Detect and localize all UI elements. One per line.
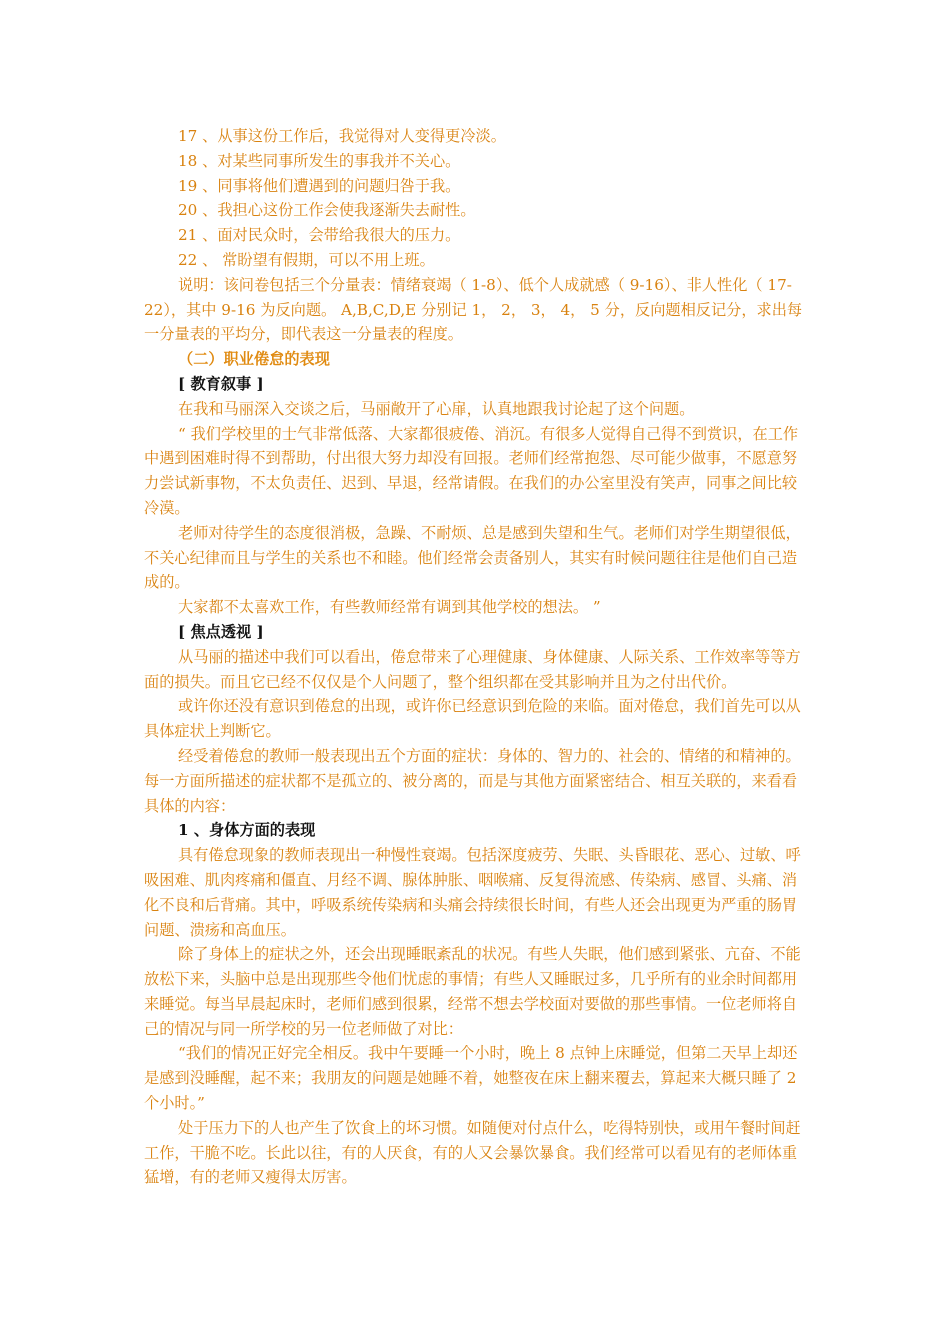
narrative-label: [ 教育叙事 ] (178, 374, 264, 393)
narrative-paragraph: 老师对待学生的态度很消极，急躁、不耐烦、总是感到失望和生气。老师们对学生期望很低，不关心纪律而且与学生的关系也不和睦。他们经常会责备别人，其实有时候问题往往是他们自己造成的。 (144, 523, 801, 592)
narrative-paragraph: “ 我们学校里的士气非常低落、大家都很疲倦、消沉。有很多人觉得自己得不到赏识，在工作中遇到困难时得不到帮助，付出很大努力却没有回报。老师们经常抱怨、尽可能少做事，不愿意努力尝试新事物，不太负责任、迟到、早退，经常请假。在我们的办公室里没有笑声，同事之间比较冷漠。 (144, 424, 799, 517)
scoring-note: 说明：该问卷包括三个分量表：情绪衰竭（ 1-8）、低个人成就感（ 9-16）、非人性化（ 17-22），其中 9-16 为反向题。 A,B,C,D,E 分别记 1， 2， 3， 4， 5 分，反向题相反记分，求出每一分量表的平均分，即代表这一分量表的程度。 (144, 275, 803, 344)
questionnaire-item-22: 22 、 常盼望有假期，可以不用上班。 (178, 250, 435, 269)
narrative-paragraph: 大家都不太喜欢工作，有些教师经常有调到其他学校的想法。 ” (178, 598, 601, 617)
body-paragraph: “我们的情况正好完全相反。我中午要睡一个小时，晚上 8 点钟上床睡觉，但第二天早上却还是感到没睡醒，起不来；我朋友的问题是她睡不着，她整夜在床上翻来覆去，算起来大概只睡了 2 个小时。” (144, 1044, 798, 1113)
narrative-paragraph: 在我和马丽深入交谈之后，马丽敞开了心扉，认真地跟我讨论起了这个问题。 (178, 399, 695, 418)
focus-label: [ 焦点透视 ] (178, 622, 264, 641)
body-paragraph: 具有倦怠现象的教师表现出一种慢性衰竭。包括深度疲劳、失眠、头昏眼花、恶心、过敏、呼吸困难、肌肉疼痛和僵直、月经不调、腺体肿胀、咽喉痛、反复得流感、传染病、感冒、头痛、消化不良和后背痛。其中，呼吸系统传染病和头痛会持续很长时间，有些人还会出现更为严重的肠胃问题、溃疡和高血压。 (144, 846, 801, 939)
focus-paragraph: 或许你还没有意识到倦怠的出现，或许你已经意识到危险的来临。面对倦怠，我们首先可以从具体症状上判断它。 (144, 697, 801, 741)
questionnaire-item-17: 17 、从事这份工作后，我觉得对人变得更冷淡。 (178, 127, 506, 145)
focus-paragraph: 从马丽的描述中我们可以看出，倦怠带来了心理健康、身体健康、人际关系、工作效率等等方面的损失。而且它已经不仅仅是个人问题了，整个组织都在受其影响并且为之付出代价。 (144, 647, 801, 691)
questionnaire-item-21: 21 、面对民众时，会带给我很大的压力。 (178, 226, 461, 245)
section-title: （二）职业倦怠的表现 (178, 350, 330, 369)
questionnaire-item-18: 18 、对某些同事所发生的事我并不关心。 (178, 151, 461, 170)
focus-paragraph: 经受着倦怠的教师一般表现出五个方面的症状：身体的、智力的、社会的、情绪的和精神的。每一方面所描述的症状都不是孤立的、被分离的，而是与其他方面紧密结合、相互关联的，来看看具体的内容： (144, 746, 801, 815)
questionnaire-item-19: 19 、同事将他们遭遇到的问题归咎于我。 (178, 176, 461, 195)
subsection-title: 1 、身体方面的表现 (178, 821, 316, 840)
body-paragraph: 处于压力下的人也产生了饮食上的坏习惯。如随便对付点什么，吃得特别快，或用午餐时间赶工作，干脆不吃。长此以往，有的人厌食，有的人又会暴饮暴食。我们经常可以看见有的老师体重猛增，有的老师又瘦得太厉害。 (144, 1118, 801, 1187)
questionnaire-item-20: 20 、我担心这份工作会使我逐渐失去耐性。 (178, 201, 476, 220)
body-paragraph: 除了身体上的症状之外，还会出现睡眠紊乱的状况。有些人失眠，他们感到紧张、亢奋、不能放松下来，头脑中总是出现那些令他们忧虑的事情；有些人又睡眠过多，几乎所有的业余时间都用来睡觉。每当早晨起床时，老师们感到很累，经常不想去学校面对要做的那些事情。一位老师将自己的情况与同一所学校的另一位老师做了对比： (144, 945, 801, 1038)
document-page (144, 124, 808, 1190)
